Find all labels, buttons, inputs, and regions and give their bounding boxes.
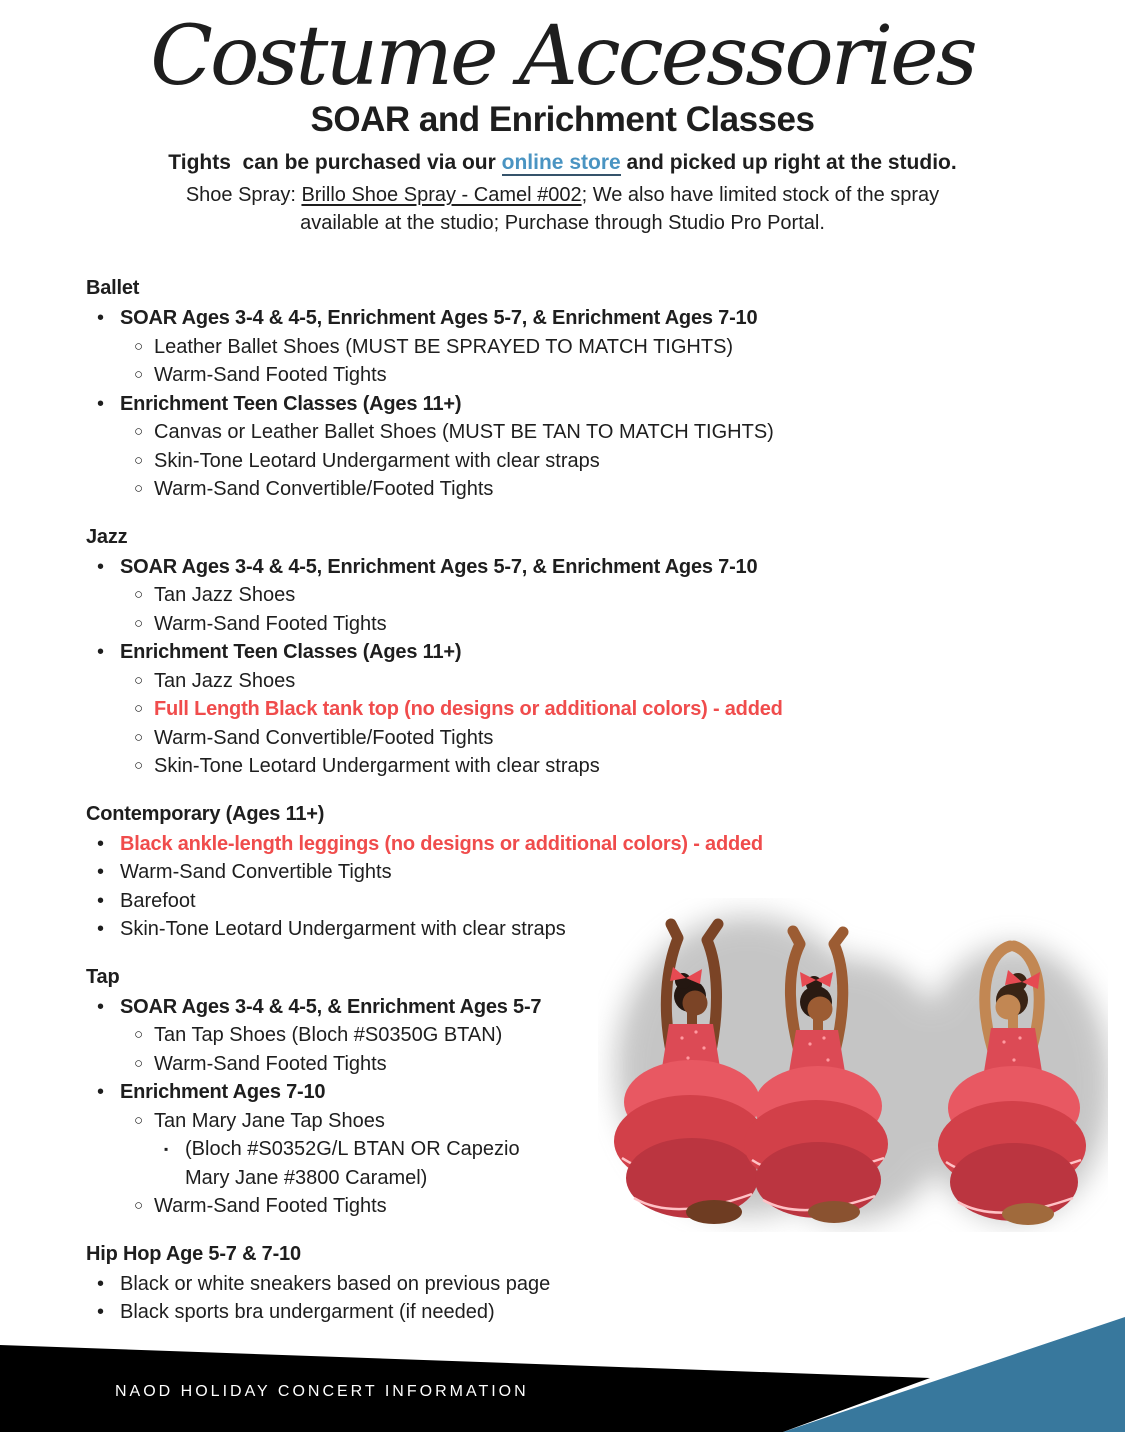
list-item: [86, 475, 1046, 504]
bullet-marker: •: [97, 889, 105, 912]
list-item-text: Warm-Sand Footed Tights: [154, 364, 387, 386]
bullet-marker: ○: [134, 1054, 144, 1072]
bullet-marker: ○: [134, 423, 144, 440]
list-item: [86, 610, 1046, 639]
list-item: [86, 333, 1046, 362]
bullet-marker: •: [97, 307, 105, 329]
list-item-text: (Bloch #S0352G/L BTAN OR Capezio Mary Jane #3800 Caramel): [185, 1138, 520, 1189]
list-item: [86, 304, 1046, 333]
section-heading: Tap: [86, 965, 120, 988]
bullet-marker: •: [97, 918, 105, 940]
list-item-text: Black ankle-length leggings (no designs or additional colors) - added: [120, 832, 763, 855]
bullet-marker: ○: [134, 586, 144, 603]
list-item: [86, 1270, 1046, 1299]
list-item: [86, 553, 1046, 582]
list-item: [86, 858, 1046, 887]
intro-line1-prefix: Tights can be purchased via our: [168, 151, 502, 175]
intro-line-2: [0, 181, 1125, 237]
header: [0, 9, 1125, 237]
list-item-text: Enrichment Teen Classes (Ages 11+): [120, 392, 462, 415]
list-item-text: Warm-Sand Footed Tights: [154, 1195, 387, 1217]
page-title: Costume Accessories: [150, 9, 975, 104]
footer-label: NAOD HOLIDAY CONCERT INFORMATION: [115, 1383, 529, 1400]
bullet-marker: •: [97, 1301, 105, 1323]
bullet-marker: ▪: [164, 1142, 169, 1156]
bullet-marker: ○: [134, 700, 144, 717]
shoe-spray-product: Brillo Shoe Spray - Camel #002: [301, 184, 582, 207]
section-heading: Jazz: [86, 525, 128, 548]
bullet-marker: •: [97, 392, 105, 415]
list-item: [86, 581, 1046, 610]
list-item-text: Warm-Sand Convertible/Footed Tights: [154, 478, 494, 500]
footer-art: [0, 1312, 1125, 1432]
list-item-text: Warm-Sand Convertible/Footed Tights: [154, 726, 494, 749]
bullet-marker: ○: [134, 614, 144, 632]
intro-line2-prefix: Shoe Spray:: [185, 184, 302, 207]
bullet-marker: ○: [134, 1197, 144, 1214]
dancers-image: [598, 898, 1108, 1232]
section-heading: Contemporary (Ages 11+): [86, 802, 325, 825]
intro-line-3: available at the studio; Purchase through Studio Pro Portal.: [300, 212, 825, 235]
page-subtitle: SOAR and Enrichment Classes: [310, 100, 815, 140]
list-item-text: Skin-Tone Leotard Undergarment with clear straps: [120, 918, 566, 940]
list-item-text: Skin-Tone Leotard Undergarment with clear straps: [154, 449, 600, 472]
list-item: [86, 638, 1046, 667]
list-item-text: Warm-Sand Convertible Tights: [120, 861, 392, 883]
bullet-marker: •: [97, 1081, 105, 1103]
bullet-marker: •: [97, 555, 105, 578]
list-item-text: Tan Jazz Shoes: [154, 669, 296, 692]
list-item-text: Skin-Tone Leotard Undergarment with clear straps: [154, 755, 600, 777]
bullet-marker: •: [97, 641, 105, 663]
list-item-text: Tan Jazz Shoes: [154, 584, 296, 606]
list-item-text: SOAR Ages 3-4 & 4-5, & Enrichment Ages 5-7: [120, 995, 542, 1018]
section-ballet: [86, 276, 1046, 504]
list-item-text: Canvas or Leather Ballet Shoes (MUST BE TAN TO MATCH TIGHTS): [154, 421, 774, 443]
list-item-text: Warm-Sand Footed Tights: [154, 1052, 387, 1075]
bullet-marker: ○: [134, 671, 144, 689]
bullet-marker: ○: [134, 366, 144, 383]
list-item: [86, 447, 1046, 476]
list-item: [86, 667, 1046, 696]
online-store-link[interactable]: online store: [501, 151, 621, 175]
bullet-marker: ○: [134, 337, 144, 355]
list-item-text: Tan Tap Shoes (Bloch #S0350G BTAN): [154, 1024, 503, 1046]
list-item: [86, 695, 1046, 724]
list-item: [86, 830, 1046, 859]
list-item-text: Enrichment Ages 7-10: [120, 1081, 326, 1103]
bullet-marker: •: [97, 861, 105, 883]
list-item-text: Enrichment Teen Classes (Ages 11+): [120, 641, 462, 663]
list-item-text: Black sports bra undergarment (if needed): [120, 1301, 495, 1323]
list-item-text: Leather Ballet Shoes (MUST BE SPRAYED TO MATCH TIGHTS): [154, 335, 734, 358]
list-item-text: SOAR Ages 3-4 & 4-5, Enrichment Ages 5-7, & Enrichment Ages 7-10: [120, 307, 758, 329]
list-item-text: Warm-Sand Footed Tights: [154, 612, 387, 635]
list-item-text: Black or white sneakers based on previous page: [120, 1272, 551, 1295]
bullet-marker: ○: [134, 451, 144, 469]
bullet-marker: ○: [134, 480, 144, 497]
bullet-marker: ○: [134, 1026, 144, 1043]
list-item-text: SOAR Ages 3-4 & 4-5, Enrichment Ages 5-7, & Enrichment Ages 7-10: [120, 555, 758, 578]
list-item: [86, 418, 1046, 447]
list-item: [86, 752, 1046, 781]
section-heading: Hip Hop Age 5-7 & 7-10: [86, 1242, 301, 1265]
intro-line2-suffix: ; We also have limited stock of the spray: [581, 184, 940, 207]
list-item: [86, 724, 1046, 753]
intro-line-1: [0, 151, 1125, 175]
section-heading: Ballet: [86, 277, 140, 299]
list-item: [86, 390, 1046, 419]
bullet-marker: •: [97, 1272, 105, 1295]
footer-teal-triangle: [783, 1317, 1125, 1432]
bullet-marker: •: [97, 995, 105, 1018]
list-item-text: Barefoot: [120, 889, 196, 912]
bullet-marker: ○: [134, 1111, 144, 1129]
list-item: [86, 361, 1046, 390]
bullet-marker: ○: [134, 757, 144, 774]
list-item-text: Tan Mary Jane Tap Shoes: [154, 1109, 385, 1132]
intro-line1-suffix: and picked up right at the studio.: [620, 151, 957, 175]
bullet-marker: ○: [134, 728, 144, 746]
list-item-text: Full Length Black tank top (no designs or additional colors) - added: [154, 698, 783, 720]
section-jazz: [86, 525, 1046, 781]
bullet-marker: •: [97, 832, 105, 855]
